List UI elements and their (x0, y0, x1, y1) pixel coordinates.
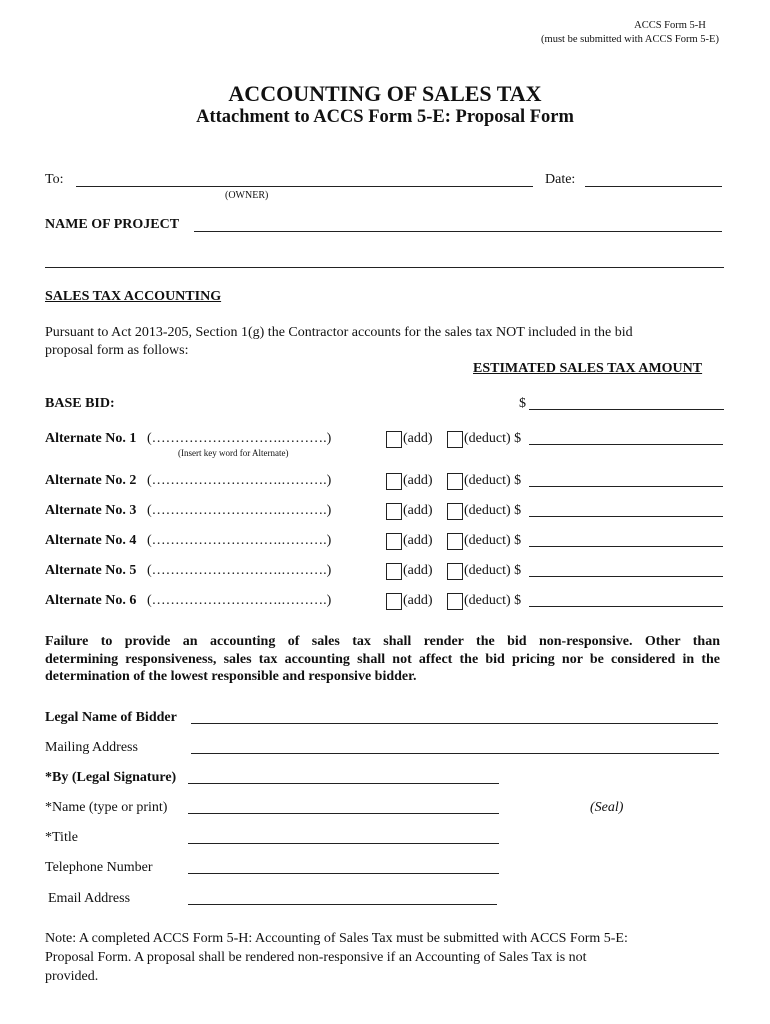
estimate-heading: ESTIMATED SALES TAX AMOUNT (473, 361, 703, 376)
note-line-1: Note: A completed ACCS Form 5-H: Accounting of Sales Tax must be submitted with ACCS Form 5-E: (45, 931, 628, 946)
alternate-5-amount-line[interactable] (529, 576, 723, 577)
alternate-5-deduct-label: (deduct) $ (464, 563, 522, 578)
signature-line[interactable] (188, 783, 499, 784)
page-title: ACCOUNTING OF SALES TAX (228, 81, 542, 106)
name-line[interactable] (188, 813, 499, 814)
base-bid-label: BASE BID: (45, 396, 115, 411)
alternate-3-deduct-checkbox[interactable] (447, 503, 463, 520)
name-label: *Name (type or print) (45, 800, 168, 815)
page-subtitle: Attachment to ACCS Form 5-E: Proposal Form (196, 107, 574, 127)
alternate-6-keyword: (……………………….……….) (147, 593, 332, 608)
alternate-5-add-label: (add) (403, 563, 433, 578)
email-label: Email Address (48, 891, 131, 906)
alternate-6-deduct-checkbox[interactable] (447, 593, 463, 610)
alternate-hint: (Insert key word for Alternate) (178, 448, 289, 458)
date-label: Date: (545, 172, 576, 187)
alternate-4-amount-line[interactable] (529, 546, 723, 547)
owner-caption: (OWNER) (225, 190, 269, 201)
seal-label: (Seal) (590, 800, 624, 815)
warning-line-3: determination of the lowest responsible and responsive bidder. (45, 669, 417, 684)
email-line[interactable] (188, 904, 497, 905)
alternate-1-keyword: (……………………….……….) (147, 431, 332, 446)
alternate-1-add-checkbox[interactable] (386, 431, 402, 448)
mailing-line[interactable] (191, 753, 719, 754)
note-line-3: provided. (45, 969, 99, 984)
warning-line-2: determining responsiveness, sales tax accounting shall not affect the bid pricing nor be considered in the (45, 652, 720, 667)
alternate-6-deduct-label: (deduct) $ (464, 593, 522, 608)
title-label: *Title (45, 830, 78, 845)
alternate-6-amount-line[interactable] (529, 606, 723, 607)
alternate-2-keyword: (……………………….……….) (147, 473, 332, 488)
date-input-line[interactable] (585, 186, 722, 187)
section-heading: SALES TAX ACCOUNTING (45, 289, 222, 304)
alternate-3-keyword: (……………………….……….) (147, 503, 332, 518)
alternate-1-add-label: (add) (403, 431, 433, 446)
legal-name-label: Legal Name of Bidder (45, 710, 177, 725)
alternate-6-label: Alternate No. 6 (45, 593, 137, 608)
alternate-4-add-label: (add) (403, 533, 433, 548)
form-note: (must be submitted with ACCS Form 5-E) (541, 34, 719, 45)
alternate-3-add-checkbox[interactable] (386, 503, 402, 520)
alternate-1-deduct-label: (deduct) $ (464, 431, 522, 446)
alternate-5-add-checkbox[interactable] (386, 563, 402, 580)
base-bid-amount-line[interactable] (529, 409, 724, 410)
alternate-5-label: Alternate No. 5 (45, 563, 137, 578)
alternate-3-add-label: (add) (403, 503, 433, 518)
owner-input-line[interactable] (76, 186, 533, 187)
alternate-3-label: Alternate No. 3 (45, 503, 137, 518)
form-id: ACCS Form 5-H (634, 20, 706, 31)
note-line-2: Proposal Form. A proposal shall be rendered non-responsive if an Accounting of Sales Tax is not (45, 950, 587, 965)
alternate-2-deduct-label: (deduct) $ (464, 473, 522, 488)
alternate-5-keyword: (……………………….……….) (147, 563, 332, 578)
warning-line-1: Failure to provide an accounting of sales tax shall render the bid non-responsive. Other than (45, 634, 720, 649)
alternate-2-deduct-checkbox[interactable] (447, 473, 463, 490)
alternate-1-amount-line[interactable] (529, 444, 723, 445)
phone-label: Telephone Number (45, 860, 153, 875)
alternate-6-add-checkbox[interactable] (386, 593, 402, 610)
alternate-2-amount-line[interactable] (529, 486, 723, 487)
alternate-2-add-label: (add) (403, 473, 433, 488)
alternate-3-deduct-label: (deduct) $ (464, 503, 522, 518)
intro-line-2: proposal form as follows: (45, 343, 189, 358)
legal-name-line[interactable] (191, 723, 718, 724)
alternate-4-keyword: (……………………….……….) (147, 533, 332, 548)
alternate-4-add-checkbox[interactable] (386, 533, 402, 550)
alternate-6-add-label: (add) (403, 593, 433, 608)
alternate-3-amount-line[interactable] (529, 516, 723, 517)
project-input-line-2[interactable] (45, 267, 724, 268)
alternate-5-deduct-checkbox[interactable] (447, 563, 463, 580)
base-bid-currency: $ (519, 396, 526, 411)
title-line[interactable] (188, 843, 499, 844)
alternate-1-deduct-checkbox[interactable] (447, 431, 463, 448)
alternate-4-deduct-label: (deduct) $ (464, 533, 522, 548)
alternate-2-label: Alternate No. 2 (45, 473, 137, 488)
alternate-2-add-checkbox[interactable] (386, 473, 402, 490)
alternate-4-label: Alternate No. 4 (45, 533, 137, 548)
intro-line-1: Pursuant to Act 2013-205, Section 1(g) the Contractor accounts for the sales tax NOT included in the bid (45, 325, 633, 340)
alternate-1-label: Alternate No. 1 (45, 431, 137, 446)
alternate-4-deduct-checkbox[interactable] (447, 533, 463, 550)
mailing-label: Mailing Address (45, 740, 138, 755)
phone-line[interactable] (188, 873, 499, 874)
signature-label: *By (Legal Signature) (45, 770, 177, 785)
project-input-line[interactable] (194, 231, 722, 232)
to-label: To: (45, 172, 64, 187)
project-label: NAME OF PROJECT (45, 217, 180, 232)
